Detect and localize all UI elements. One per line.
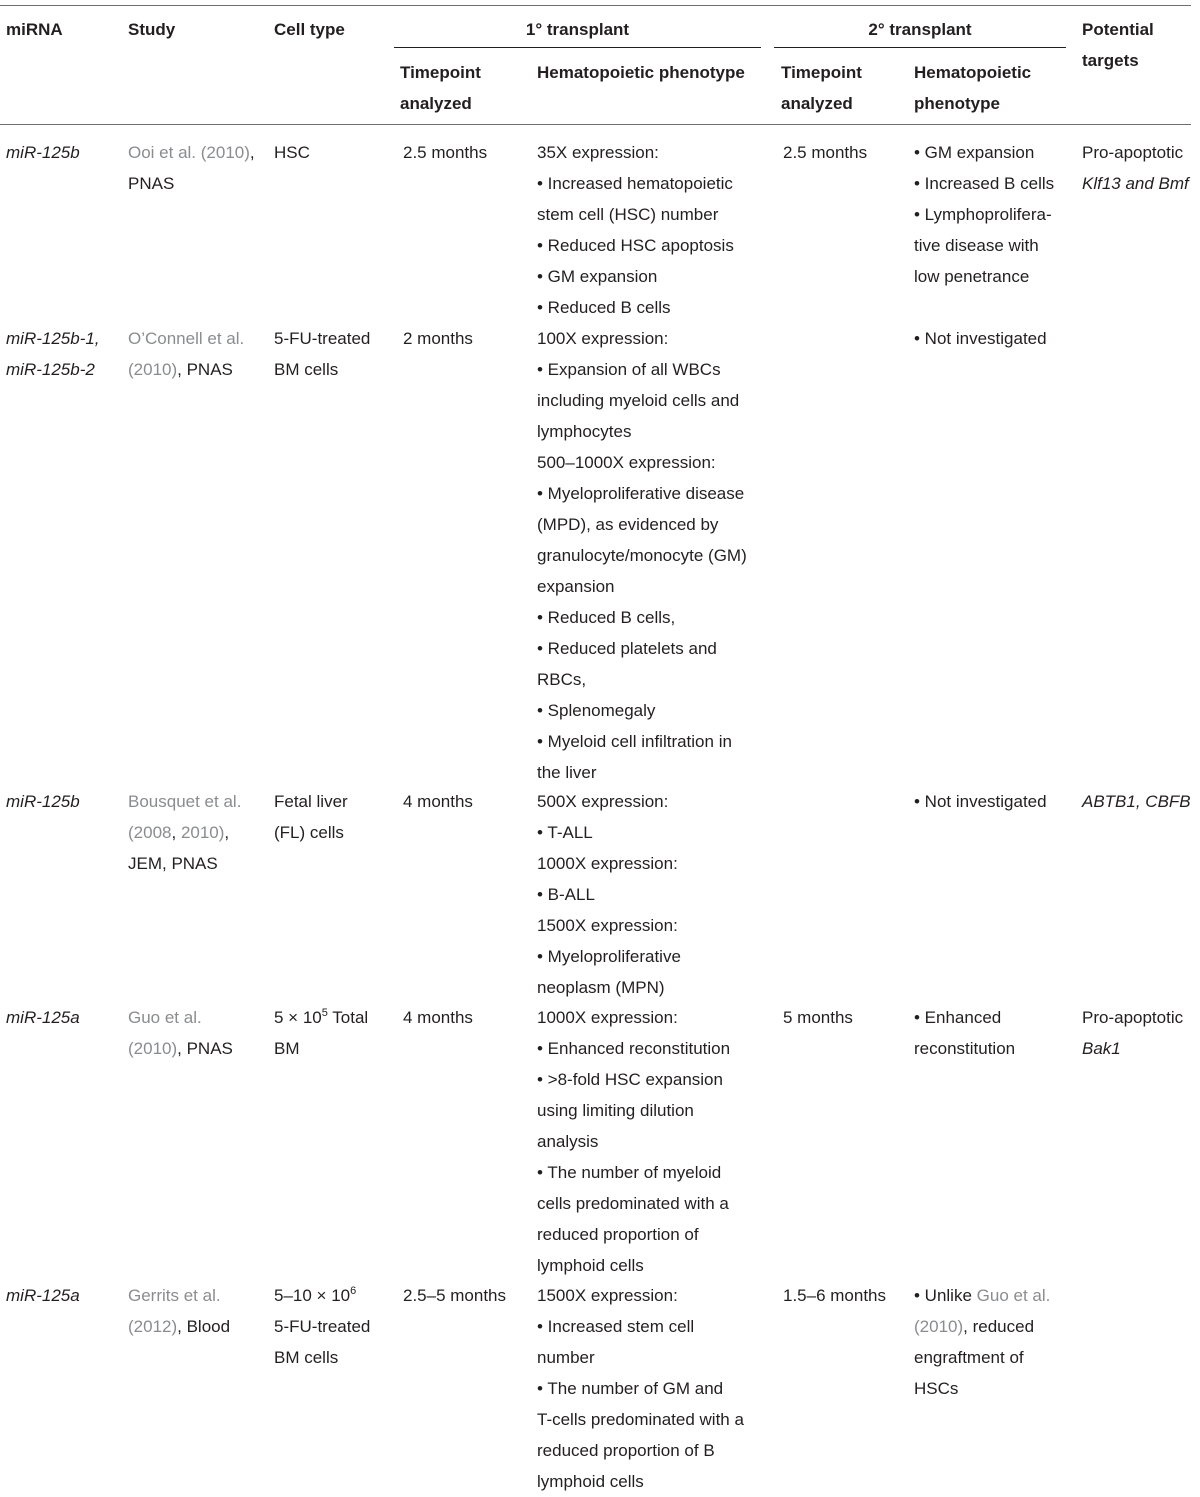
cell-line: miR-125b	[6, 792, 80, 811]
cell-line: miR-125a	[6, 1008, 80, 1027]
cell-text: (FL) cells	[274, 823, 344, 842]
cell-text: • Lymphoprolifera-	[914, 205, 1052, 224]
cell-line: • Increased stem cell	[537, 1317, 695, 1336]
cell-line	[914, 1033, 1015, 1064]
cell-line: lymphocytes	[537, 422, 632, 441]
cell-line: • Myeloproliferative	[537, 947, 681, 966]
table-cell-pheno2	[914, 1280, 1050, 1404]
table-cell-cell	[274, 323, 370, 385]
table-cell-targets	[1082, 1002, 1183, 1064]
cell-line	[1082, 168, 1189, 199]
cell-line	[914, 1280, 1050, 1311]
table-cell-study	[128, 323, 244, 385]
cell-line: • T-ALL	[537, 823, 593, 842]
cell-line: • The number of myeloid	[537, 1163, 722, 1182]
cell-line	[128, 137, 255, 168]
cell-line: 500–1000X expression:	[537, 453, 716, 472]
cell-text: ,	[171, 823, 181, 842]
exponent: 6	[350, 1285, 357, 1297]
table-cell-study	[128, 137, 255, 199]
header-phenotype-primary: Hematopoietic phenotype	[537, 63, 745, 82]
cell-line	[1082, 1002, 1183, 1033]
cell-line	[914, 786, 1047, 817]
cell-line: • Enhanced reconstitution	[537, 1039, 731, 1058]
table-cell-mirna	[6, 1280, 80, 1311]
citation-link: 2010)	[180, 823, 225, 842]
primary-transplant-underline	[394, 47, 761, 48]
table-cell-study	[128, 1002, 233, 1064]
table-cell-pheno1	[537, 1002, 730, 1281]
cell-line	[274, 1002, 368, 1033]
cell-text: 5-FU-treated	[274, 329, 371, 348]
cell-text: engraftment of	[914, 1348, 1024, 1367]
cell-line: miR-125b-1,	[6, 329, 100, 348]
cell-line: including myeloid cells and	[537, 391, 740, 410]
cell-line	[1082, 137, 1189, 168]
cell-line	[274, 1280, 370, 1311]
table-cell-tp1	[403, 786, 473, 817]
table-top-rule	[0, 5, 1191, 6]
cell-text: BM cells	[274, 360, 339, 379]
citation-link: Guo et al.	[128, 1008, 202, 1027]
cell-line: reduced proportion of	[537, 1225, 699, 1244]
exponent: 5	[321, 1007, 328, 1019]
cell-line	[914, 199, 1054, 230]
cell-line: 1000X expression:	[537, 854, 678, 873]
cell-line	[128, 168, 255, 199]
cell-text: BM	[274, 1039, 300, 1058]
cell-line	[274, 137, 310, 168]
table-cell-pheno2	[914, 323, 1047, 354]
cell-line: T-cells predominated with a	[537, 1410, 744, 1429]
table-cell-tp2	[783, 1002, 853, 1033]
cell-line: • GM expansion	[537, 267, 658, 286]
cell-line: miR-125b-2	[6, 360, 95, 379]
cell-line: • Myeloproliferative disease	[537, 484, 745, 503]
cell-text: • Not investigated	[914, 792, 1047, 811]
cell-line	[274, 1311, 370, 1342]
cell-line: • The number of GM and	[537, 1379, 724, 1398]
cell-text: Pro-apoptotic	[1082, 1008, 1184, 1027]
header-mirna: miRNA	[6, 20, 63, 39]
header-study: Study	[128, 20, 176, 39]
gene-name: ABTB1, CBFB	[1082, 792, 1191, 811]
cell-text: BM cells	[274, 1348, 339, 1367]
cell-line: • Splenomegaly	[537, 701, 656, 720]
cell-text: JEM, PNAS	[128, 854, 218, 873]
cell-text: , reduced	[963, 1317, 1035, 1336]
table-cell-cell	[274, 786, 348, 848]
cell-line: 500X expression:	[537, 792, 669, 811]
cell-text: • GM expansion	[914, 143, 1035, 162]
cell-line	[274, 354, 370, 385]
cell-line: 4 months	[403, 792, 473, 811]
cell-text: • Enhanced	[914, 1008, 1002, 1027]
cell-line: • Reduced B cells	[537, 298, 671, 317]
cell-line	[914, 230, 1054, 261]
header-phenotype-secondary: Hematopoietic phenotype	[914, 63, 1032, 113]
cell-text: tive disease with	[914, 236, 1039, 255]
cell-line: 2 months	[403, 329, 473, 348]
cell-line: 2.5 months	[403, 143, 488, 162]
cell-text: Pro-apoptotic	[1082, 143, 1184, 162]
cell-line: miR-125a	[6, 1286, 80, 1305]
cell-text: 5 × 10	[274, 1008, 322, 1027]
citation-link: (2008	[128, 823, 172, 842]
table-cell-tp2	[783, 137, 867, 168]
cell-text: , PNAS	[177, 360, 233, 379]
cell-line	[914, 1311, 1050, 1342]
cell-line: • Myeloid cell infiltration in	[537, 732, 732, 751]
table-cell-study	[128, 1280, 230, 1342]
cell-line	[914, 1002, 1015, 1033]
citation-link: (2010)	[128, 1039, 178, 1058]
gene-name: Klf13 and Bmf	[1082, 174, 1189, 193]
cell-line: 5 months	[783, 1008, 853, 1027]
cell-line: 1500X expression:	[537, 916, 678, 935]
header-secondary-transplant: 2° transplant	[868, 20, 972, 39]
table-cell-cell	[274, 137, 310, 168]
cell-line: • Expansion of all WBCs	[537, 360, 721, 379]
cell-line	[128, 323, 244, 354]
cell-line: (MPD), as evidenced by	[537, 515, 719, 534]
cell-line	[128, 817, 241, 848]
table-cell-targets	[1082, 137, 1189, 199]
table-cell-mirna	[6, 1002, 80, 1033]
cell-text: • Not investigated	[914, 329, 1047, 348]
cell-line: granulocyte/monocyte (GM)	[537, 546, 747, 565]
cell-line: 100X expression:	[537, 329, 669, 348]
table-cell-mirna	[6, 323, 100, 385]
citation-link: (2010)	[914, 1317, 964, 1336]
cell-line	[914, 1373, 1050, 1404]
cell-line	[274, 1033, 368, 1064]
cell-line	[128, 1033, 233, 1064]
cell-text: ,	[249, 143, 255, 162]
cell-line: analysis	[537, 1132, 599, 1151]
gene-name: Bak1	[1082, 1039, 1121, 1058]
table-cell-tp1	[403, 323, 473, 354]
cell-line	[128, 1280, 230, 1311]
cell-text: • Unlike	[914, 1286, 977, 1305]
cell-line	[274, 817, 348, 848]
table-cell-pheno1	[537, 1280, 744, 1497]
citation-link: Ooi et al. (2010)	[128, 143, 250, 162]
cell-line: expansion	[537, 577, 615, 596]
cell-line: • Reduced platelets and	[537, 639, 717, 658]
cell-text: ,	[224, 823, 230, 842]
citation-link: (2010)	[128, 360, 178, 379]
table-cell-pheno2	[914, 137, 1054, 292]
cell-line: 35X expression:	[537, 143, 659, 162]
header-timepoint-secondary: Timepoint analyzed	[781, 63, 862, 113]
cell-line: lymphoid cells	[537, 1256, 644, 1275]
secondary-transplant-underline	[774, 47, 1066, 48]
cell-line	[274, 786, 348, 817]
cell-line: neoplasm (MPN)	[537, 978, 665, 997]
table-cell-pheno2	[914, 1002, 1015, 1064]
header-bottom-rule	[0, 124, 1191, 125]
table-cell-mirna	[6, 786, 80, 817]
header-cell-type: Cell type	[274, 20, 345, 39]
table-cell-tp1	[403, 1280, 506, 1311]
citation-link: Guo et al.	[976, 1286, 1051, 1305]
cell-line	[914, 137, 1054, 168]
cell-line: the liver	[537, 763, 597, 782]
cell-line	[274, 1342, 370, 1373]
table-cell-pheno1	[537, 323, 747, 788]
cell-line: 2.5 months	[783, 143, 868, 162]
table-cell-pheno2	[914, 786, 1047, 817]
cell-line: • B-ALL	[537, 885, 595, 904]
cell-line: 1000X expression:	[537, 1008, 678, 1027]
cell-line	[1082, 1033, 1183, 1064]
cell-text: 5-FU-treated	[274, 1317, 371, 1336]
header-potential-targets: Potential targets	[1082, 20, 1154, 70]
citation-link: Bousquet et al.	[128, 792, 242, 811]
cell-line	[128, 786, 241, 817]
table-cell-cell	[274, 1002, 368, 1064]
cell-line	[128, 848, 241, 879]
cell-line	[914, 323, 1047, 354]
table-cell-pheno1	[537, 137, 734, 323]
cell-text: HSC	[274, 143, 310, 162]
cell-line	[128, 1002, 233, 1033]
cell-text: • Increased B cells	[914, 174, 1055, 193]
cell-line: number	[537, 1348, 595, 1367]
cell-line	[274, 323, 370, 354]
cell-line	[1082, 786, 1191, 817]
cell-line	[914, 261, 1054, 292]
cell-text: reconstitution	[914, 1039, 1016, 1058]
table-cell-study	[128, 786, 241, 879]
cell-text: Total	[327, 1008, 369, 1027]
cell-text: HSCs	[914, 1379, 959, 1398]
cell-line: • >8-fold HSC expansion	[537, 1070, 723, 1089]
cell-line: using limiting dilution	[537, 1101, 694, 1120]
cell-text: Fetal liver	[274, 792, 348, 811]
cell-line: 1500X expression:	[537, 1286, 678, 1305]
cell-text: 5–10 × 10	[274, 1286, 351, 1305]
cell-line	[914, 1342, 1050, 1373]
header-primary-transplant: 1° transplant	[525, 20, 630, 39]
citation-link: O’Connell et al.	[128, 329, 245, 348]
cell-line: reduced proportion of B	[537, 1441, 715, 1460]
cell-line: 4 months	[403, 1008, 473, 1027]
table-cell-tp1	[403, 137, 487, 168]
table-cell-pheno1	[537, 786, 681, 1003]
cell-line: stem cell (HSC) number	[537, 205, 719, 224]
cell-line: • Reduced HSC apoptosis	[537, 236, 734, 255]
cell-line: cells predominated with a	[537, 1194, 729, 1213]
cell-text: , Blood	[177, 1317, 231, 1336]
cell-line: • Increased hematopoietic	[537, 174, 733, 193]
cell-line: RBCs,	[537, 670, 587, 689]
citation-link: Gerrits et al.	[128, 1286, 221, 1305]
cell-line: • Reduced B cells,	[537, 608, 676, 627]
citation-link: (2012)	[128, 1317, 178, 1336]
cell-line: 1.5–6 months	[783, 1286, 887, 1305]
table-cell-mirna	[6, 137, 80, 168]
table-cell-tp1	[403, 1002, 473, 1033]
cell-line: 2.5–5 months	[403, 1286, 507, 1305]
cell-text: low penetrance	[914, 267, 1030, 286]
table-cell-cell	[274, 1280, 370, 1373]
cell-text: , PNAS	[177, 1039, 233, 1058]
header-timepoint-primary: Timepoint analyzed	[400, 63, 481, 113]
cell-text: PNAS	[128, 174, 175, 193]
cell-line: lymphoid cells	[537, 1472, 644, 1491]
table-cell-tp2	[783, 1280, 886, 1311]
table-cell-targets	[1082, 786, 1191, 817]
cell-line: miR-125b	[6, 143, 80, 162]
cell-line	[128, 354, 244, 385]
cell-line	[128, 1311, 230, 1342]
cell-line	[914, 168, 1054, 199]
